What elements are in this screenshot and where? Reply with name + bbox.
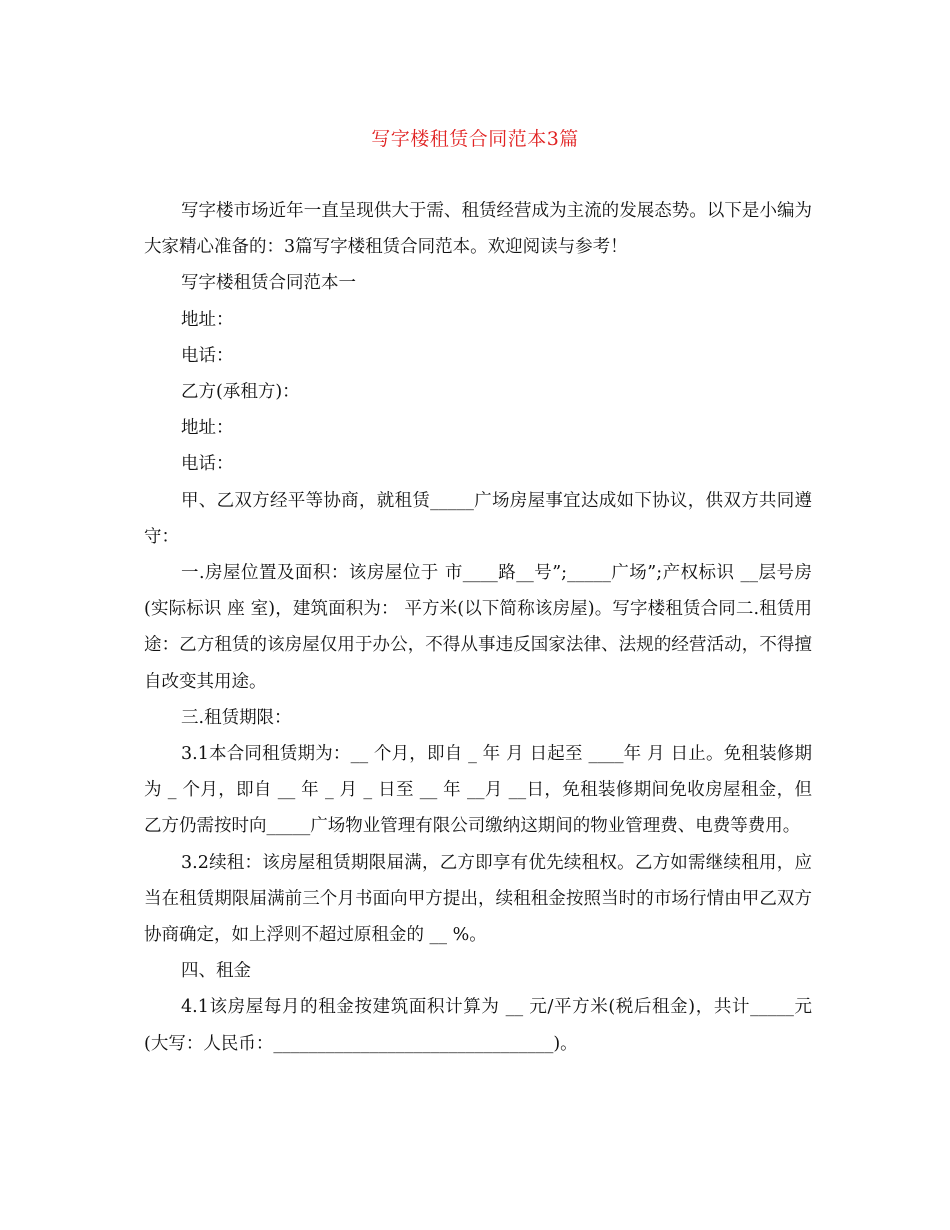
party-a-address: 地址：: [181, 309, 234, 330]
party-b-phone: 电话：: [181, 454, 234, 475]
clause-one-location: 一.房屋位置及面积：该房屋位于 市____路__号”;_____广场”;产权标识 __层号房(实际标识 座 室)，建筑面积为： 平方米(以下简称该房屋)。写字楼租赁合同二.租赁用途：乙方租赁的该房屋仅用于办公，不得从事违反国家法律、法规的经营活动，不得擅自改变其用途。: [144, 563, 812, 692]
document-title: 写字楼租赁合同范本3篇: [371, 128, 579, 150]
clause-four-heading: 四、租金: [181, 961, 251, 982]
party-a-phone: 电话：: [181, 345, 234, 366]
clause-three-heading: 三.租赁期限：: [181, 707, 292, 728]
agreement-paragraph: 甲、乙双方经平等协商，就租赁_____广场房屋事宜达成如下协议，供双方共同遵守：: [144, 490, 812, 547]
clause-3-1-term: 3.1本合同租赁期为：__ 个月，即自 _ 年 月 日起至 ____年 月 日止。免租装修期为 _ 个月，即自 __ 年 _ 月 _ 日至 __ 年 __月 __日，免租装修期间免收房屋租金，但乙方仍需按时向_____广场物业管理有限公司缴纳这期间的物业管理费、电费等费用。: [144, 744, 812, 837]
document-body: [144, 193, 812, 1062]
party-b-address: 地址：: [181, 418, 234, 439]
section-heading-contract-one: 写字楼租赁合同范本一: [181, 273, 356, 294]
party-b-label: 乙方(承租方)：: [181, 382, 300, 403]
clause-3-2-renewal: 3.2续租：该房屋租赁期限届满，乙方即享有优先续租权。乙方如需继续租用，应当在租赁期限届满前三个月书面向甲方提出，续租租金按照当时的市场行情由甲乙双方协商确定，如上浮则不超过原租金的 __ %。: [144, 852, 812, 946]
intro-paragraph: 写字楼市场近年一直呈现供大于需、租赁经营成为主流的发展态势。以下是小编为大家精心准备的：3篇写字楼租赁合同范本。欢迎阅读与参考！: [144, 201, 812, 258]
clause-4-1-rent: 4.1该房屋每月的租金按建筑面积计算为 __ 元/平方米(税后租金)，共计_____元(大写：人民币：________________________________)。: [144, 997, 812, 1054]
